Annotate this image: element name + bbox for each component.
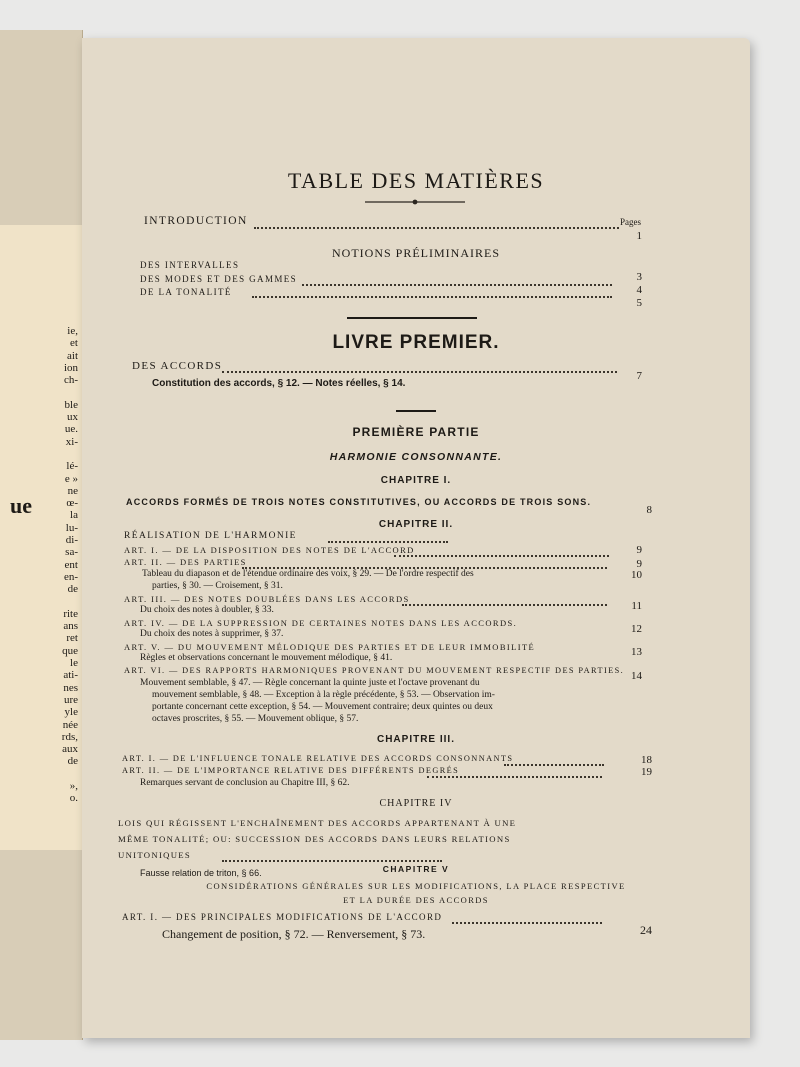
chapitre3-heading: CHAPITRE III.	[376, 734, 455, 745]
toc-accords: DES ACCORDS	[132, 360, 223, 372]
partie-title: PREMIÈRE PARTIE	[352, 425, 480, 439]
left-page-fragments	[48, 325, 78, 805]
ch2-art4: ART. IV. — DE LA SUPPRESSION DE CERTAINES NOTES DANS LES ACCORDS.	[124, 618, 518, 628]
page-number: 10	[631, 569, 642, 581]
left-page-fragment: ent	[64, 558, 78, 571]
left-page-fragment: de	[67, 583, 78, 596]
leader-dots	[222, 371, 617, 373]
ch5-line1: CONSIDÉRATIONS GÉNÉRALES SUR LES MODIFICATIONS, LA PLACE RESPECTIVE	[206, 881, 626, 891]
left-page-fragment: »,	[69, 779, 78, 792]
left-page-fragment: de	[67, 755, 78, 768]
ch4-fausse: Fausse relation de triton, § 66.	[140, 868, 262, 878]
left-page-fragment: ans	[63, 620, 78, 633]
toc-page	[82, 38, 750, 1038]
ch3-art1: ART. I. — DE L'INFLUENCE TONALE RELATIVE DES ACCORDS CONSONNANTS	[122, 754, 514, 763]
rule	[347, 317, 477, 319]
pages-header: Pages	[620, 217, 641, 227]
ch2-art5: ART. V. — DU MOUVEMENT MÉLODIQUE DES PARTIES ET DE LEUR IMMOBILITÉ	[124, 642, 536, 652]
ch2-art6-line1: Mouvement semblable, § 47. — Règle concernant la quinte juste et l'octave provenant du	[140, 678, 480, 688]
livre-title: LIVRE PREMIER.	[332, 332, 500, 353]
left-page-fragment	[48, 596, 78, 608]
left-page-fragment: ux	[67, 411, 78, 424]
left-page-fragment	[48, 448, 78, 460]
ch5-changement: Changement de position, § 72. — Renversement, § 73.	[162, 927, 426, 941]
realisation: RÉALISATION DE L'HARMONIE	[124, 531, 297, 541]
left-page-fragment: la	[70, 509, 78, 522]
left-page-fragment: ch-	[63, 374, 78, 387]
left-page-fragment: yle	[64, 706, 78, 719]
left-page-fragment: ue.	[64, 423, 78, 436]
ch2-art6-line4: octaves proscrites, § 55. — Mouvement oblique, § 57.	[152, 714, 359, 724]
left-page-fragment: e »	[64, 472, 78, 485]
page-number: 9	[636, 544, 642, 556]
page-number: 19	[641, 766, 652, 778]
leader-dots	[427, 776, 602, 778]
ch5-art1: ART. I. — DES PRINCIPALES MODIFICATIONS DE L'ACCORD	[122, 912, 443, 922]
toc-tonalite: DE LA TONALITÉ	[140, 287, 232, 297]
ch2-art5-sub: Règles et observations concernant le mouvement mélodique, § 41.	[140, 653, 393, 663]
ch2-art6: ART. VI. — DES RAPPORTS HARMONIQUES PROVENANT DU MOUVEMENT RESPECTIF DES PARTIES.	[124, 666, 625, 675]
left-page-fragment: ne	[67, 484, 78, 497]
left-page-fragment: et	[70, 337, 78, 350]
ch2-art3-sub: Du choix des notes à doubler, § 33.	[140, 605, 274, 615]
toc-intervalles: DES INTERVALLES	[140, 260, 240, 270]
left-page-fragment	[48, 768, 78, 780]
chapitre5-heading: CHAPITRE V	[382, 864, 450, 874]
page-number: 3	[636, 271, 642, 283]
left-page-fragment: di-	[65, 534, 78, 547]
left-page-fragment: lé-	[66, 460, 78, 473]
ch3-remarques: Remarques servant de conclusion au Chapitre III, § 62.	[140, 778, 350, 788]
page-number: 18	[641, 754, 652, 766]
page-number: 5	[636, 297, 642, 309]
page-number: 8	[646, 504, 652, 516]
left-page-fragment: ati-	[63, 669, 78, 682]
ch4-line1: LOIS QUI RÉGISSENT L'ENCHAÎNEMENT DES ACCORDS APPARTENANT À UNE	[118, 818, 517, 828]
toc-introduction: INTRODUCTION	[144, 215, 248, 227]
page-title: TABLE DES MATIÈRES	[287, 168, 545, 193]
chapitre1-heading: CHAPITRE I.	[380, 475, 452, 486]
ch2-art2: ART. II. — DES PARTIES	[124, 557, 247, 567]
left-page-fragment: rds,	[61, 730, 78, 743]
page-number: 9	[636, 558, 642, 570]
ch4-line2: MÊME TONALITÉ; OU: SUCCESSION DES ACCORDS DANS LEURS RELATIONS	[118, 834, 511, 844]
left-page-fragment: sa-	[65, 546, 78, 559]
leader-dots	[254, 227, 619, 229]
page-number: 12	[631, 623, 642, 635]
left-page-fragment: ble	[64, 398, 78, 411]
ch2-art1: ART. I. — DE LA DISPOSITION DES NOTES DE L'ACCORD	[124, 545, 415, 555]
page-number: 7	[636, 370, 642, 382]
left-page-fragment: xi-	[65, 435, 78, 448]
leader-dots	[328, 541, 448, 543]
notions-heading: NOTIONS PRÉLIMINAIRES	[332, 246, 500, 260]
left-page-fragment: que	[62, 644, 78, 657]
left-page-fragment: ion	[63, 361, 78, 374]
ch3-art2: ART. II. — DE L'IMPORTANCE RELATIVE DES DIFFÉRENTS DEGRÉS	[122, 766, 460, 775]
ch2-art4-sub: Du choix des notes à supprimer, § 37.	[140, 629, 284, 639]
page-number: 4	[636, 284, 642, 296]
page-number: 11	[631, 600, 642, 612]
title-ornament	[365, 198, 465, 206]
left-page-fragment: le	[70, 657, 78, 670]
ch2-art6-line3: portante concernant cette exception, § 54. — Mouvement contraire; deux quintes ou deux	[152, 702, 493, 712]
page-number: 13	[631, 646, 642, 658]
page-number: 24	[640, 923, 652, 937]
left-page-fragment	[48, 386, 78, 398]
page-number: 1	[636, 230, 642, 242]
ch4-line3: UNITONIQUES	[118, 850, 192, 860]
leader-dots	[302, 284, 612, 286]
chapitre4-heading: CHAPITRE IV	[379, 798, 453, 809]
left-page-fragment: ie,	[67, 325, 78, 337]
left-page-fragment: ure	[63, 693, 78, 706]
leader-dots	[452, 922, 602, 924]
ch2-art6-line2: mouvement semblable, § 48. — Exception à la règle précédente, § 53. — Observation im-	[152, 690, 495, 700]
page-number: 14	[631, 670, 642, 682]
leader-dots	[252, 296, 612, 298]
left-page-fragment: nes	[63, 681, 78, 694]
left-page-fragment: ait	[67, 349, 78, 362]
left-page-fragment: œ-	[66, 497, 78, 510]
ch5-line2: ET LA DURÉE DES ACCORDS	[343, 895, 489, 905]
partie-subtitle: HARMONIE CONSONNANTE.	[329, 451, 503, 463]
chapitre1-text: ACCORDS FORMÉS DE TROIS NOTES CONSTITUTIVES, OU ACCORDS DE TROIS SONS.	[126, 497, 592, 507]
leader-dots	[504, 764, 604, 766]
ch2-art2-sub1: Tableau du diapason et de l'étendue ordinaire des voix, § 29. — De l'ordre respectif des	[142, 569, 474, 579]
left-page-letters: ue	[10, 493, 32, 518]
ch2-art2-sub2: parties, § 30. — Croisement, § 31.	[152, 581, 283, 591]
left-page-fragment: née	[62, 718, 78, 731]
left-page-fragment: ret	[66, 632, 78, 645]
chapitre2-heading: CHAPITRE II.	[378, 519, 454, 530]
leader-dots	[402, 604, 607, 606]
left-page-fragment: rite	[63, 607, 78, 620]
rule	[396, 410, 436, 412]
constitution-line: Constitution des accords, § 12. — Notes réelles, § 14.	[152, 378, 406, 389]
left-page-fragment: aux	[62, 743, 78, 756]
leader-dots	[394, 555, 609, 557]
left-page-fragment: o.	[69, 792, 78, 805]
left-page-fragment: en-	[63, 570, 78, 583]
leader-dots	[222, 860, 442, 862]
ch2-art3: ART. III. — DES NOTES DOUBLÉES DANS LES ACCORDS	[124, 594, 410, 604]
toc-modes: DES MODES ET DES GAMMES	[140, 274, 298, 284]
left-page-fragment: lu-	[65, 521, 78, 534]
